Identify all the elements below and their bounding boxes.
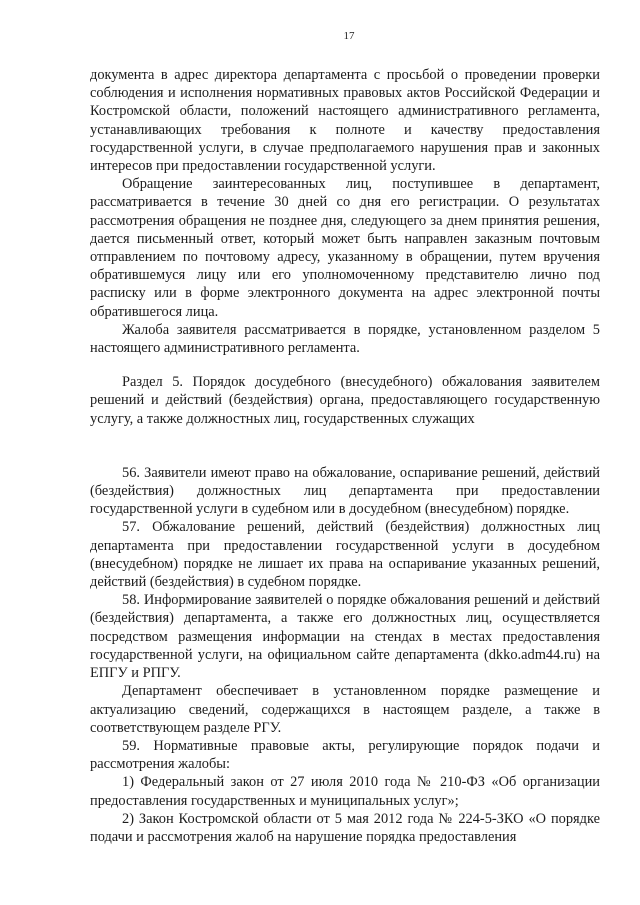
paragraph-complaint-order: Жалоба заявителя рассматривается в порядке, установленном разделом 5 настоящего административного регламента.	[90, 321, 600, 357]
list-item-regional-law: 2) Закон Костромской области от 5 мая 2012 года № 224-5-ЗКО «О порядке подачи и рассмотрения жалоб на нарушение порядка предоставления	[90, 810, 600, 845]
paragraph-item-56: 56. Заявители имеют право на обжалование, оспаривание решений, действий (бездействия) должностных лиц департамента при предоставлении государственной услуги в судебном или в досудебном (внесудебном) порядке.	[90, 464, 600, 518]
paragraph-continuation: документа в адрес директора департамента с просьбой о проведении проверки соблюдения и исполнения нормативных правовых актов Российской Федерации и Костромской области, положений настоящего административного регламента, устанавливающих требования к полноте и качеству предоставления государственной услуги, в случае предполагаемого нарушения прав и законных интересов при предоставлении государственной услуги.	[90, 67, 600, 175]
page-number: 17	[343, 30, 355, 42]
section-heading: Раздел 5. Порядок досудебного (внесудебного) обжалования заявителем решений и действий (бездействия) органа, предоставляющего государственную услугу, а также должностных лиц, государственных служащих	[90, 374, 600, 427]
paragraph-item-59: 59. Нормативные правовые акты, регулирующие порядок подачи и рассмотрения жалобы:	[90, 737, 600, 773]
paragraph-item-57: 57. Обжалование решений, действий (бездействия) должностных лиц департамента при предоставлении государственной услуги в досудебном (внесудебном) порядке не лишает их права на оспаривание указанных решений, действий (бездействия) в судебном порядке.	[90, 519, 600, 591]
paragraph-appeal-review: Обращение заинтересованных лиц, поступившее в департамент, рассматривается в течение 30 дней со дня его регистрации. О результатах рассмотрения обращения не позднее дня, следующего за днем принятия решения, дается письменный ответ, который может быть направлен заказным почтовым отправлением по почтовому адресу, указанному в обращении, путем вручения обратившемуся лицу или его уполномоченному представителю лично под расписку или в форме электронного документа на адрес электронной почты обратившегося лица.	[90, 176, 600, 320]
list-item-federal-law: 1) Федеральный закон от 27 июля 2010 года № 210-ФЗ «Об организации предоставления государственных и муниципальных услуг»;	[90, 774, 600, 809]
paragraph-item-58: 58. Информирование заявителей о порядке обжалования решений и действий (бездействия) департамента, а также его должностных лиц, осуществляется посредством размещения информации на стендах в местах предоставления государственной услуги, на официальном сайте департамента (dkko.adm44.ru) на ЕПГУ и РПГУ.	[90, 592, 600, 682]
paragraph-department-publishes: Департамент обеспечивает в установленном порядке размещение и актуализацию сведений, содержащихся в настоящем разделе, а также в соответствующем разделе РГУ.	[90, 683, 600, 736]
